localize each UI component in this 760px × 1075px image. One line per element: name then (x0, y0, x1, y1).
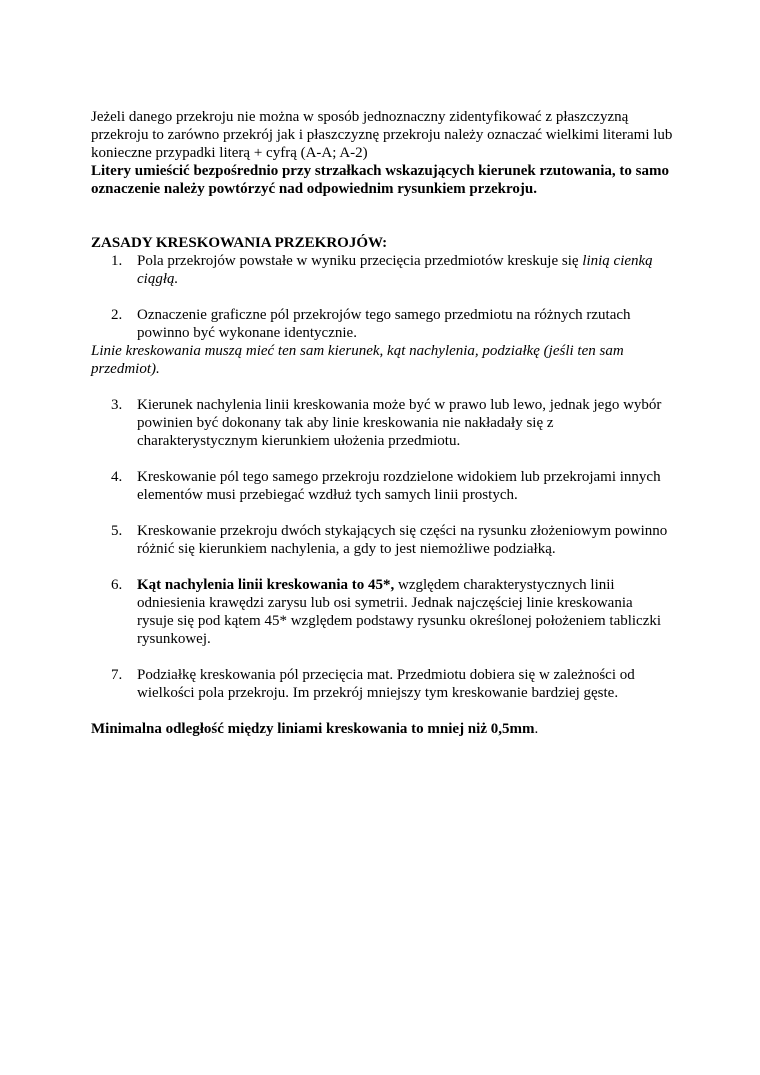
list-item (91, 576, 673, 648)
list-item (91, 396, 673, 450)
intro-paragraph: Jeżeli danego przekroju nie można w sposób jednoznaczny zidentyfikować z płaszczyzną przekroju to zarówno przekrój jak i płaszczyznę przekroju należy oznaczać wielkimi literami lub konieczne przypadki literą + cyfrą (A-A; A-2) (91, 109, 673, 161)
list-item (91, 306, 673, 342)
list-item (91, 522, 673, 558)
list-item-text: Kreskowanie przekroju dwóch stykających się części na rysunku złożeniowym powinno różnić się kierunkiem nachylenia, a gdy to jest niemożliwe podziałką. (137, 523, 668, 557)
section-heading: ZASADY KRESKOWANIA PRZEKROJÓW: (91, 235, 388, 251)
list-item-text: Kreskowanie pól tego samego przekroju rozdzielone widokiem lub przekrojami innych elementów musi przebiegać wzdłuż tych samych linii prostych. (137, 469, 661, 503)
intro-bold-paragraph: Litery umieścić bezpośrednio przy strzałkach wskazujących kierunek rzutowania, to samo oznaczenie należy powtórzyć nad odpowiednim rysunkiem przekroju. (91, 163, 670, 197)
final-note-bold: Minimalna odległość między liniami kreskowania to mniej niż 0,5mm (91, 721, 535, 737)
rules-list (91, 252, 673, 702)
list-item-number: 7. (111, 667, 123, 683)
list-item-italic-text: linią cienką ciągłą. (137, 253, 653, 287)
list-item-text: względem charakterystycznych linii odniesienia krawędzi zarysu lub osi symetrii. Jednak najczęściej linie kreskowania rysuje się pod kątem 45* względem podstawy rysunku określonej położeniem tabliczki rysunkowej. (137, 577, 662, 647)
list-item-number: 1. (111, 253, 123, 269)
italic-note: Linie kreskowania muszą mieć ten sam kierunek, kąt nachylenia, podziałkę (jeśli ten sam przedmiot). (91, 343, 624, 377)
list-item-number: 4. (111, 469, 123, 485)
list-item-number: 5. (111, 523, 123, 539)
document-body (91, 108, 673, 738)
final-note-period: . (534, 721, 539, 737)
list-item-text: Kierunek nachylenia linii kreskowania może być w prawo lub lewo, jednak jego wybór powinien być dokonany tak aby linie kreskowania nie nakładały się z charakterystycznym kierunkiem ułożenia przedmiotu. (137, 397, 662, 449)
list-item-number: 6. (111, 577, 123, 593)
list-item-number: 3. (111, 397, 123, 413)
list-item-number: 2. (111, 307, 123, 323)
list-item (91, 468, 673, 504)
list-item-text: Pola przekrojów powstałe w wyniku przecięcia przedmiotów kreskuje się (137, 253, 583, 269)
list-item (91, 252, 673, 288)
final-note (91, 720, 673, 738)
list-item (91, 666, 673, 702)
list-item-text: Oznaczenie graficzne pól przekrojów tego samego przedmiotu na różnych rzutach powinno być wykonane identycznie. (137, 307, 631, 341)
list-item-bold-text: Kąt nachylenia linii kreskowania to 45*, (137, 577, 395, 593)
list-item-text: Podziałkę kreskowania pól przecięcia mat. Przedmiotu dobiera się w zależności od wielkości pola przekroju. Im przekrój mniejszy tym kreskowanie bardziej gęste. (137, 667, 635, 701)
